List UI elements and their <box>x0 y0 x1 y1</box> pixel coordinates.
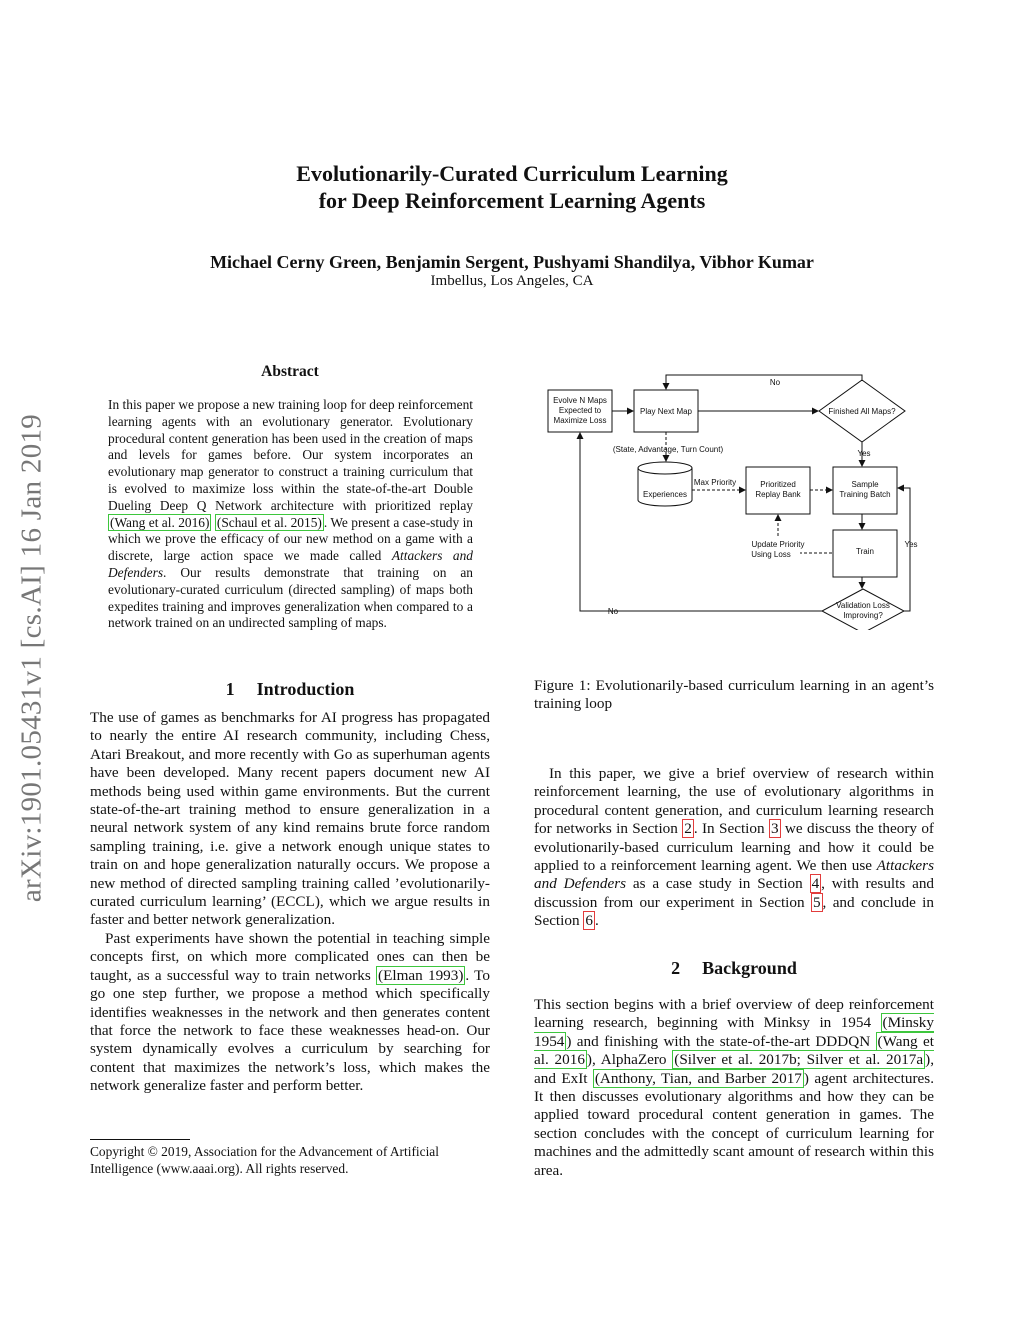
replay-label-2: Replay Bank <box>755 490 801 499</box>
citation-link[interactable]: (Silver et al. 2017b; Silver et al. 2017a <box>674 1051 924 1069</box>
section-ref-link[interactable]: 2 <box>684 820 692 838</box>
footnote-rule <box>90 1139 190 1140</box>
background-heading: 2 Background <box>671 958 797 978</box>
section-ref-link[interactable]: 4 <box>811 875 820 893</box>
train-label: Train <box>856 547 874 556</box>
copyright-footnote: Copyright © 2019, Association for the Advancement of Artificial Intelligence (www.aaai.org). All rights reserved. <box>90 1144 439 1176</box>
arrow-yes-loop <box>898 488 910 611</box>
authors: Michael Cerny Green, Benjamin Sergent, Pushyami Shandilya, Vibhor Kumar <box>210 252 814 272</box>
figure-caption: Figure 1: Evolutionarily-based curriculum learning in an agent’s training loop <box>534 677 934 713</box>
section-ref-link[interactable]: 6 <box>585 912 593 930</box>
citation-link[interactable]: (Wang et al. 2016) <box>110 514 210 530</box>
update-label-2: Using Loss <box>751 550 791 559</box>
yes-label-2: Yes <box>904 540 918 549</box>
arxiv-stamp: arXiv:1901.05431v1 [cs.AI] 16 Jan 2019 <box>15 413 48 902</box>
citation-link[interactable]: (Anthony, Tian, and Barber 2017 <box>594 1069 802 1087</box>
evolve-label-2: Expected to <box>558 406 602 415</box>
max-priority-label: Max Priority <box>693 478 737 487</box>
paper-title: Evolutionarily-Curated Curriculum Learning for Deep Reinforcement Learning Agents <box>296 161 728 213</box>
validation-label-1: Validation Loss <box>836 601 890 610</box>
intro-body <box>90 709 490 1096</box>
yes-label-1: Yes <box>857 449 871 458</box>
sample-label-2: Training Batch <box>839 490 891 499</box>
evolve-label-1: Evolve N Maps <box>553 396 607 405</box>
arrow-validation-no <box>580 433 822 611</box>
paragraph: Past experiments have shown the potential in teaching simple concepts first, on which more complicated ones can then be taught, as a successful way to train networks (Elman 1993) . To go one step further, we propose a method which specifically identifies weaknesses in the network and then generates content that force the network to face these weaknesses head-on. Our system dynamically evolves a curriculum by searching for content that maximizes the network’s loss, which makes the network generalize faster and perform better. <box>90 929 490 1095</box>
paragraph: This section begins with a brief overview of deep reinforcement learning research, beginning with Minksy in 1954 (Minsky 1954 ) and finishing with the state-of-the-art DDDQN (Wang et al. 2016 ), AlphaZero (Silver et al. 2017b; Silver et al. 2017a ), and ExIt (Anthony, Tian, and Barber 2017 ) agent architectures. It then discusses evolutionary algorithms and how they can be applied toward procedural content generation in games. The section concludes with the concept of curriculum learning for machines and the admittedly scant amount of research within this area. <box>534 996 934 1179</box>
affiliation: Imbellus, Los Angeles, CA <box>430 273 594 289</box>
play-label: Play Next Map <box>639 407 693 416</box>
citation-link[interactable]: (Elman 1993) <box>378 966 464 984</box>
section-ref-link[interactable]: 5 <box>812 893 821 911</box>
experiences-db-top <box>638 462 692 474</box>
abstract-heading: Abstract <box>261 363 319 380</box>
arrow-no-loop <box>666 375 862 389</box>
intro-heading: 1 Introduction <box>225 679 355 699</box>
update-label-1: Update Priority <box>751 540 805 549</box>
section-ref-link[interactable]: 3 <box>770 820 779 838</box>
evolve-label-3: Maximize Loss <box>553 416 607 425</box>
right-intro-body <box>534 765 934 931</box>
no-bottom-label: No <box>607 607 619 616</box>
sample-label-1: Sample <box>851 480 879 489</box>
abstract-text: In this paper we propose a new training loop for deep reinforcement learning agents with an evolutionary generator. Evolutionary procedural content generation has been used in the creation of maps and levels for games before. Our system incorporates an evolutionary map generator to construct a training curriculum that is evolved to maximize loss within the state-of-the-art Double Dueling Deep Q Network architecture with prioritized replay (Wang et al. 2016) (Schaul et al. 2015) . We present a case-study in which we prove the efficacy of our new method on a game with a discrete, large action space we made called Attackers and Defenders. Our results demonstrate that training on an evolutionary-curated curriculum (directed sampling) of maps both expedites training and improves generalization when compared to a network trained on an undirected sampling of maps. <box>108 397 473 631</box>
training-loop-figure <box>538 370 938 630</box>
citation-link[interactable]: (Minsky 1954 <box>534 1014 934 1050</box>
background-body <box>534 996 934 1180</box>
finished-label: Finished All Maps? <box>828 407 896 416</box>
state-label: (State, Advantage, Turn Count) <box>612 445 724 454</box>
validation-label-2: Improving? <box>843 611 883 620</box>
citation-link[interactable]: (Wang et al. 2016 <box>534 1032 934 1069</box>
citation-link[interactable]: (Schaul et al. 2015) <box>216 514 322 530</box>
paragraph: In this paper, we give a brief overview of research within reinforcement learning, the use of evolutionary algorithms in procedural content generation, and curriculum learning research for networks in Section 2 . In Section 3 we discuss the theory of evolutionarily-based curriculum learning and how it could be applied to a reinforcement learning agent. We then use Attackers and Defenders as a case study in Section 4 , with results and discussion from our experiment in Section 5 , and conclude in Section 6 . <box>534 765 935 930</box>
paragraph: The use of games as benchmarks for AI progress has propagated to nearly the entire AI research community, including Chess, Atari Breakout, and more recently with Go as superhuman agents have been developed. Many recent papers document new AI methods being used within game environments. But the current state-of-the-art training method to ensure generalization in a neural network system of any kind remains brute force random sampling training, i.e. give a network enough unique states to train on and hope generalization naturally occurs. We propose a new method of directed sampling training called ’evolutionarily-curated curriculum learning’ (ECCL), which we argue results in faster and better network generalization. <box>90 709 490 929</box>
no-top-label: No <box>769 378 781 387</box>
replay-label-1: Prioritized <box>760 480 796 489</box>
experiences-label: Experiences <box>642 490 688 499</box>
